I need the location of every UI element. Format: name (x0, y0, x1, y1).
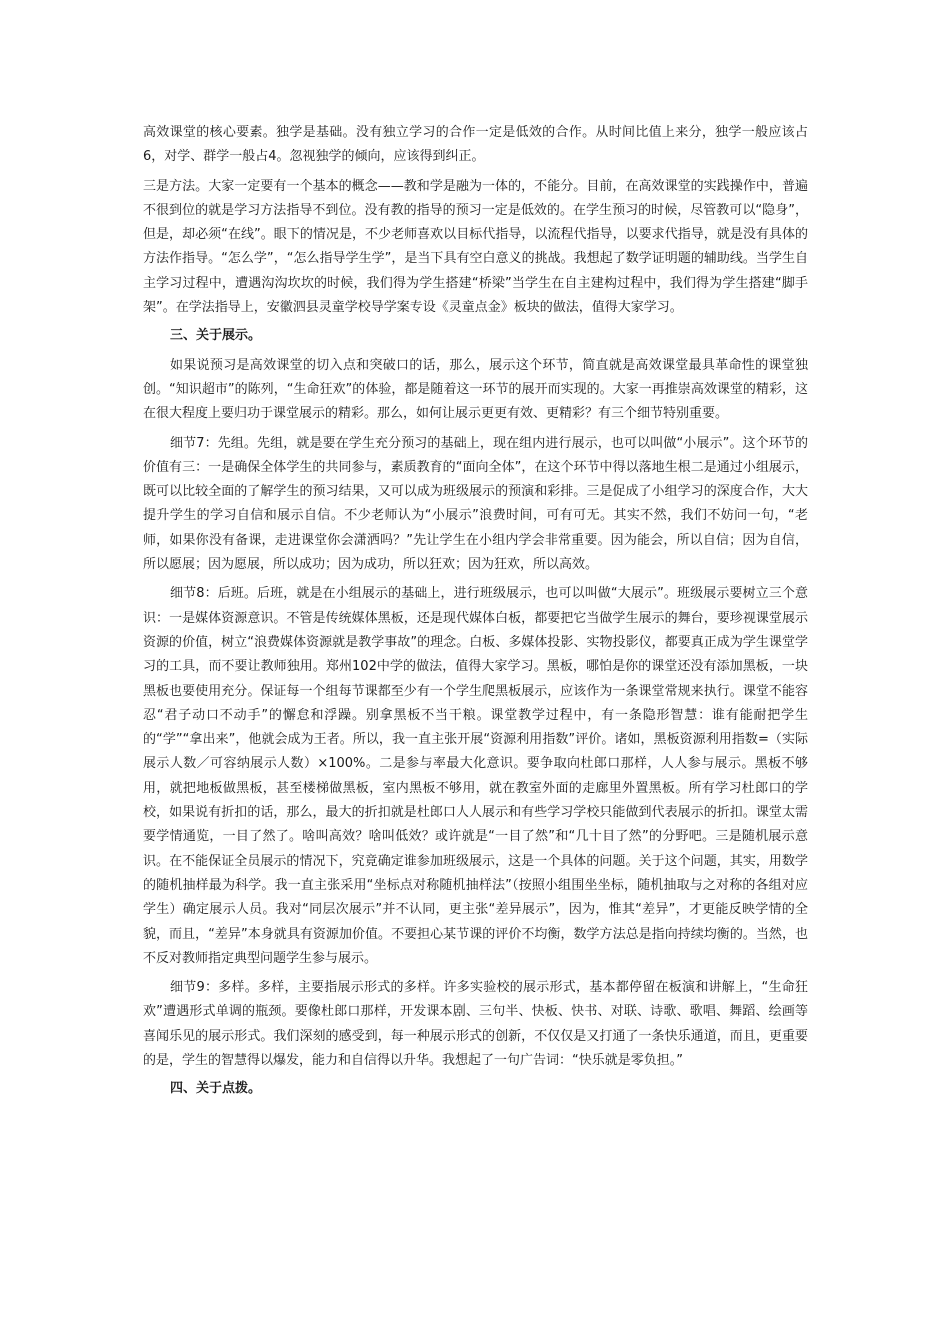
paragraph-detail-9: 细节9：多样。多样，主要指展示形式的多样。许多实验校的展示形式，基本都停留在板演和讲解上，“生命狂欢”遭遇形式单调的瓶颈。要像杜郎口那样，开发课本剧、三句半、快板、快书、对联、诗歌、歌唱、舞蹈、绘画等喜闻乐见的展示形式。我们深刻的感受到，每一种展示形式的创新，不仅仅是又打通了一条快乐通道，而且，更重要的是，学生的智慧得以爆发，能力和自信得以升华。我想起了一句广告词：“快乐就是零负担。” (143, 980, 808, 1068)
document-body (143, 121, 808, 1102)
paragraph-display-intro: 如果说预习是高效课堂的切入点和突破口的话，那么，展示这个环节，简直就是高效课堂最具革命性的课堂独创。“知识超市”的陈列，“生命狂欢”的体验，都是随着这一环节的展开而实现的。大家一再推崇高效课堂的精彩，这在很大程度上要归功于课堂展示的精彩。那么，如何让展示更更有效、更精彩？有三个细节特别重要。 (143, 357, 808, 422)
paragraph-independent-study: 高效课堂的核心要素。独学是基础。没有独立学习的合作一定是低效的合作。从时间比值上来分，独学一般应该占6，对学、群学一般占4。忽视独学的倾向，应该得到纠正。 (143, 125, 808, 165)
section-heading-guidance: 四、关于点拨。 (170, 1081, 262, 1097)
paragraph-detail-8: 细节8：后班。后班，就是在小组展示的基础上，进行班级展示，也可以叫做“大展示”。班级展示要树立三个意识：一是媒体资源意识。不管是传统媒体黑板，还是现代媒体白板，都要把它当做学生展示的舞台，要珍视课堂展示资源的价值，树立“浪费媒体资源就是教学事故”的理念。白板、多媒体投影、实物投影仪，都要真正成为学生课堂学习的工具，而不要让教师独用。郑州102中学的做法，值得大家学习。黑板，哪怕是你的课堂还没有添加黑板，一块黑板也要使用充分。保证每一个组每节课都至少有一个学生爬黑板展示，应该作为一条课堂常规来执行。课堂不能容忍“君子动口不动手”的懈怠和浮躁。别拿黑板不当干粮。课堂教学过程中，有一条隐形智慧：谁有能耐把学生的“学”“拿出来”，他就会成为王者。所以，我一直主张开展“资源利用指数”评价。诸如，黑板资源利用指数=（实际展示人数／可容纳展示人数）×100%。二是参与率最大化意识。要争取向杜郎口那样，人人参与展示。黑板不够用，就把地板做黑板，甚至楼梯做黑板，室内黑板不够用，就在教室外面的走廊里外置黑板。所有学习杜郎口的学校，如果说有折扣的话，那么，最大的折扣就是杜郎口人人展示和有些学习学校只能做到代表展示的折扣。课堂太需要学情通览，一目了然了。啥叫高效？啥叫低效？或许就是“一目了然”和“几十目了然”的分野吧。三是随机展示意识。在不能保证全员展示的情况下，究竟确定谁参加班级展示，这是一个具体的问题。关于这个问题，其实，用数学的随机抽样最为科学。我一直主张采用“坐标点对称随机抽样法”（按照小组围坐坐标，随机抽取与之对称的各组对应学生）确定展示人员。我对“同层次展示”并不认同，更主张“差异展示”，因为，惟其“差异”，才更能反映学情的全貌，而且，“差异”本身就具有资源加价值。不要担心某节课的评价不均衡，数学方法总是指向持续均衡的。当然，也不反对教师指定典型问题学生参与展示。 (143, 586, 808, 966)
paragraph-detail-7: 细节7：先组。先组，就是要在学生充分预习的基础上，现在组内进行展示，也可以叫做“小展示”。这个环节的价值有三：一是确保全体学生的共同参与，素质教育的“面向全体”，在这个环节中得以落地生根二是通过小组展示，既可以比较全面的了解学生的预习结果，又可以成为班级展示的预演和彩排。三是促成了小组学习的深度合作，大大提升学生的学习自信和展示自信。不少老师认为“小展示”浪费时间，可有可无。其实不然，我们不妨问一句，“老师，如果你没有备课，走进课堂你会潇洒吗？”先让学生在小组内学会非常重要。因为能会，所以自信；因为自信，所以愿展；因为愿展，所以成功；因为成功，所以狂欢；因为狂欢，所以高效。 (143, 435, 808, 573)
section-heading-display: 三、关于展示。 (170, 328, 262, 344)
paragraph-method: 三是方法。大家一定要有一个基本的概念——教和学是融为一体的，不能分。目前，在高效课堂的实践操作中，普遍不很到位的就是学习方法指导不到位。没有教的指导的预习一定是低效的。在学生预习的时候，尽管教可以“隐身”，但是，却必须“在线”。眼下的情况是，不少老师喜欢以目标代指导，以流程代指导，以要求代指导，就是没有具体的方法作指导。“怎么学”，“怎么指导学生学”，是当下具有空白意义的挑战。我想起了数学证明题的辅助线。当学生自主学习过程中，遭遇沟沟坎坎的时候，我们得为学生搭建“桥梁”当学生在自主建构过程中，我们得为学生搭建“脚手架”。在学法指导上，安徽泗县灵童学校导学案专设《灵童点金》板块的做法，值得大家学习。 (143, 178, 808, 316)
